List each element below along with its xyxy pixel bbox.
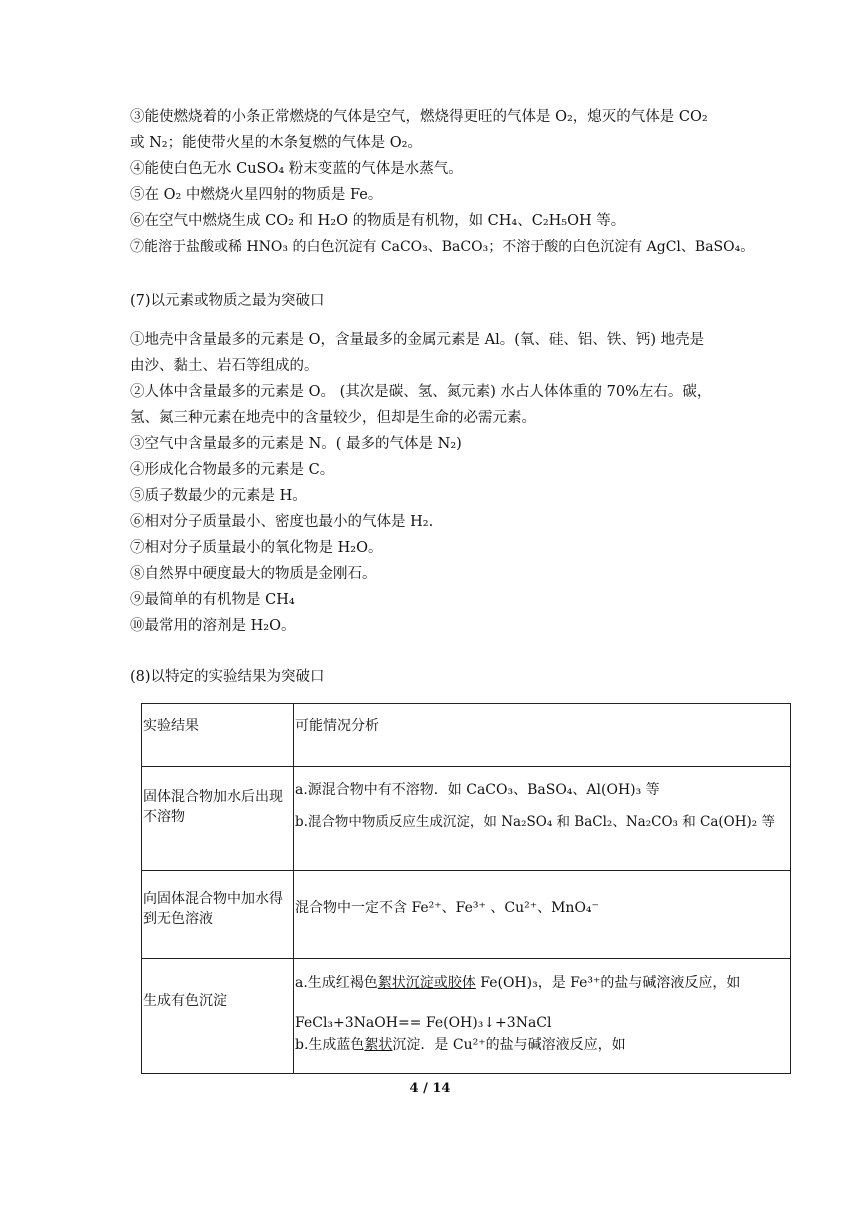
analysis-line [294, 959, 790, 999]
text-line: ⑨最简单的有机物是 CH₄ [130, 592, 295, 608]
text-line: ⑦相对分子质量最小的氧化物是 H₂O。 [130, 540, 383, 556]
text-line: 氢、氮三种元素在地壳中的含量较少，但却是生命的必需元素。 [130, 410, 536, 426]
page-number: 4 / 14 [409, 1081, 451, 1096]
section-heading: (8)以特定的实验结果为突破口 [130, 669, 325, 685]
section-heading: (7)以元素或物质之最为突破口 [130, 293, 325, 309]
text-line: ⑧自然界中硬度最大的物质是金刚石。 [130, 566, 377, 582]
text-line: ⑥在空气中燃烧生成 CO₂ 和 H₂O 的物质是有机物，如 CH₄、C₂H₅OH 等。 [130, 213, 626, 229]
analysis-text: 沉淀．是 Cu²⁺的盐与碱溶液反应，如 [392, 1037, 626, 1053]
result-text: 生成有色沉淀 [143, 993, 227, 1009]
equation-text: FeCl₃+3NaOH== Fe(OH)₃↓+3NaCl [295, 1015, 552, 1031]
experiment-results-table [141, 703, 791, 1074]
table-row [142, 767, 791, 871]
text-line: ⑩最常用的溶剂是 H₂O。 [130, 618, 296, 634]
result-cell [142, 959, 294, 1074]
text-line: ③能使燃烧着的小条正常燃烧的气体是空气，燃烧得更旺的气体是 O₂，熄灭的气体是 CO₂ [130, 109, 708, 125]
analysis-line [294, 1033, 790, 1061]
text-line: ⑤在 O₂ 中燃烧火星四射的物质是 Fe。 [130, 187, 383, 203]
text-line: 或 N₂；能使带火星的木条复燃的气体是 O₂。 [130, 135, 422, 151]
text-line: ⑤质子数最少的元素是 H。 [130, 488, 307, 504]
result-cell [142, 871, 294, 959]
table-row [142, 959, 791, 1074]
text-line: ④能使白色无水 CuSO₄ 粉末变蓝的气体是水蒸气。 [130, 161, 463, 177]
header-label: 可能情况分析 [295, 718, 379, 734]
text-line: ②人体中含量最多的元素是 O。 (其次是碳、氢、氮元素) 水占人体体重的 70%左右。碳， [130, 384, 712, 400]
text-line: 由沙、黏土、岩石等组成的。 [130, 358, 319, 374]
text-line: ⑦能溶于盐酸或稀 HNO₃ 的白色沉淀有 CaCO₃、BaCO₃；不溶于酸的白色沉淀有 AgCl、BaSO₄。 [130, 239, 755, 255]
underlined-text: 絮状沉淀或胶体 [377, 975, 476, 991]
text-line: ③空气中含量最多的元素是 N。( 最多的气体是 N₂) [130, 436, 462, 452]
result-text: 固体混合物加水后出现不溶物 [143, 789, 283, 825]
underlined-text: 絮状 [364, 1037, 393, 1053]
result-cell [142, 767, 294, 871]
table-row [142, 871, 791, 959]
analysis-text: b.生成蓝色 [295, 1037, 365, 1053]
analysis-cell [294, 959, 791, 1074]
table-header-row [142, 704, 791, 767]
analysis-text: 混合物中一定不含 Fe²⁺、Fe³⁺ 、Cu²⁺、MnO₄⁻ [295, 900, 599, 916]
text-line: ④形成化合物最多的元素是 C。 [130, 462, 335, 478]
analysis-text: Fe(OH)₃，是 Fe³⁺的盐与碱溶液反应，如 [475, 975, 741, 991]
header-cell [294, 704, 791, 767]
analysis-text: b.混合物中物质反应生成沉淀，如 Na₂SO₄ 和 BaCl₂、Na₂CO₃ 和 Ca(OH)₂ 等 [295, 814, 775, 830]
header-label: 实验结果 [143, 718, 199, 734]
analysis-cell [294, 871, 791, 959]
header-cell [142, 704, 294, 767]
analysis-text: a.源混合物中有不溶物．如 CaCO₃、BaSO₄、Al(OH)₃ 等 [295, 782, 660, 798]
text-line: ⑥相对分子质量最小、密度也最小的气体是 H₂. [130, 514, 434, 530]
analysis-text: a.生成红褐色 [295, 975, 378, 991]
result-text: 向固体混合物中加水得到无色溶液 [143, 891, 283, 927]
text-line: ①地壳中含量最多的元素是 O，含量最多的金属元素是 Al。(氧、硅、铝、铁、钙) 地壳是 [130, 332, 705, 348]
analysis-cell [294, 767, 791, 871]
